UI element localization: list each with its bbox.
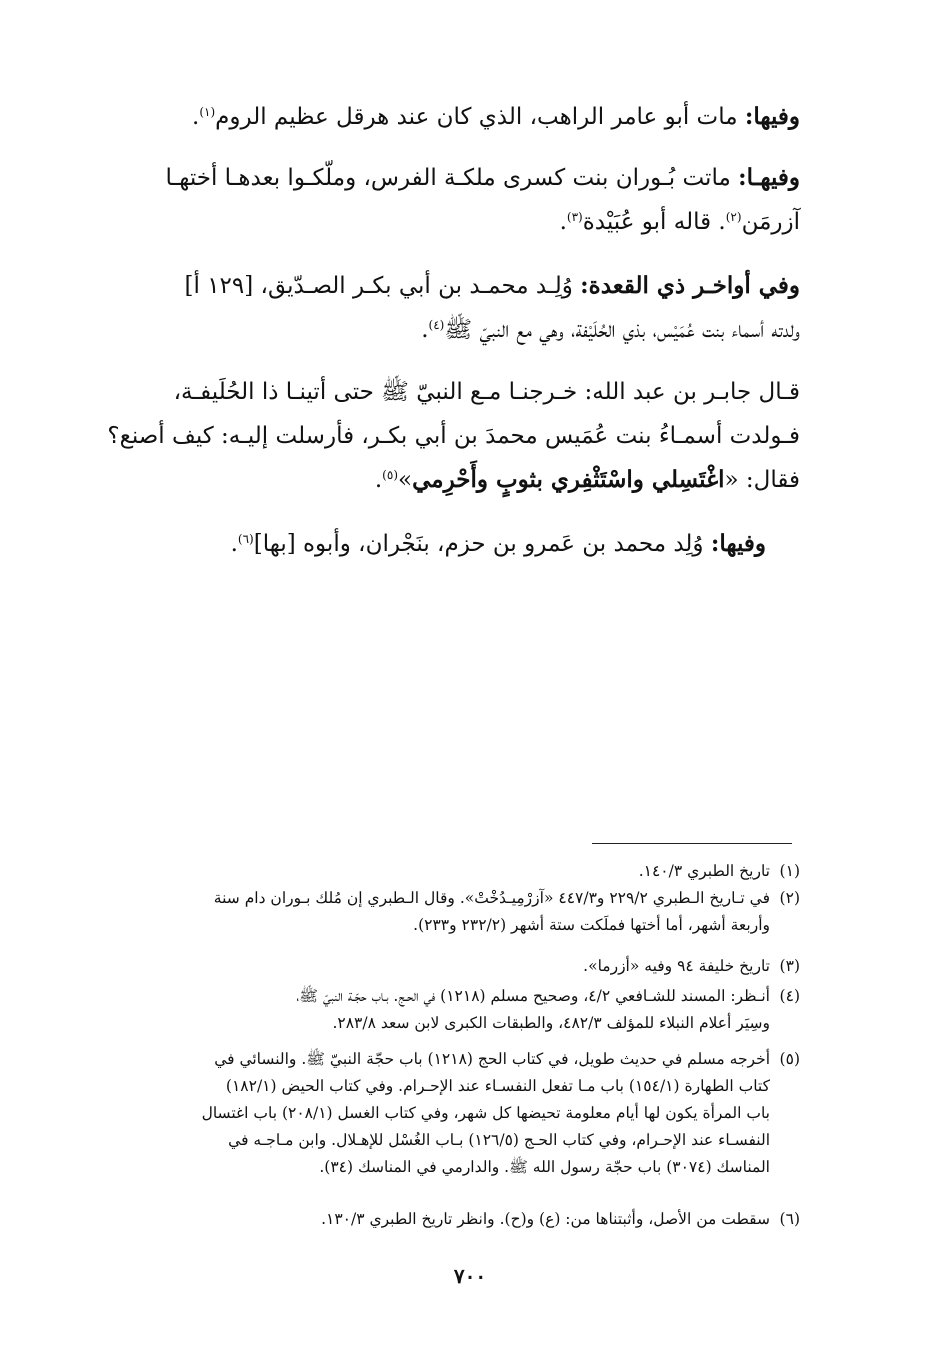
- footnote-line: وسِيَر أعلام النبلاء للمؤلف ٤٨٢/٣، والطبقات الكبرى لابن سعد ٢٨٣/٨.: [332, 1014, 770, 1032]
- text-line: وفيها: وُلِد محمد بن عَمرو بن حزم، بنَجْران، وأبوه [بها]$^{(٦)}$.: [230, 530, 766, 557]
- paragraph-jabir-hadith: [100, 370, 800, 502]
- footnote-1: [100, 858, 800, 885]
- footnote-number: (٥): [779, 1050, 800, 1068]
- paragraph-abu-amir: [100, 95, 800, 139]
- paragraph-buran: [100, 156, 800, 244]
- footnote-ref[interactable]: (٢): [725, 210, 742, 224]
- footnote-line: وأربعة أشهر، أما أختها فملَكت ستة أشهر (٢٣٢/٢ و٢٣٣).: [413, 916, 770, 934]
- footnote-line: تاريخ الطبري ١٤٠/٣.: [638, 862, 770, 880]
- paragraph-text: قـال جابـر بن عبد الله: خـرجنـا مـع النبيّ ﷺ حتى أتينـا ذا الحُلَيفـة،: [173, 379, 800, 405]
- paragraph-text: ماتت بُـوران بنت كسرى ملكـة الفرس، وملّكـوا بعدهـا أختهـا: [165, 165, 731, 191]
- text-line: وفيها: مات أبو عامر الراهب، الذي كان عند هرقل عظيم الروم$^{(١)}$.: [192, 103, 800, 130]
- footnote-body: [100, 885, 770, 939]
- footnote-body: [100, 983, 770, 1037]
- paragraph-lead: وفي أواخـر ذي القعدة:: [580, 272, 800, 299]
- paragraph-text: آزرمَن: [741, 209, 800, 235]
- footnote-6: [100, 1206, 800, 1233]
- footnote-line: في تـاريخ الـطبري ٢٢٩/٢ و٤٤٧/٣ «آزرْمِيـدُخْتْ». وقال الـطبري إن مُلك بـوران دام سنة: [213, 889, 770, 907]
- text-line: [100, 264, 800, 308]
- hadith-quote: اغْتَسِلي واسْتَثْفِري بثوبٍ وأَحْرِمي: [412, 466, 725, 493]
- paragraph-muhammad-bin-abi-bakr: [100, 264, 800, 352]
- footnote-number: (١): [779, 862, 800, 880]
- paragraph-text: فـولدت أسمـاءُ بنت عُمَيس محمدَ بن أبي بكـر، فأرسلت إليـه: كيف أصنع؟: [107, 423, 800, 449]
- footnote-line: سقطت من الأصل، وأثبتناها من: (ع) و(ح). وانظر تاريخ الطبري ١٣٠/٣.: [321, 1210, 770, 1228]
- footnote-5: [100, 1046, 800, 1181]
- footnote-body: [100, 1046, 770, 1181]
- footnote-ref[interactable]: (٦): [237, 532, 254, 546]
- paragraph-lead: وفيهـا:: [738, 164, 800, 191]
- footnote-body: [100, 953, 770, 980]
- text-line: [100, 156, 800, 200]
- footnote-ref[interactable]: (٥): [382, 468, 398, 482]
- paragraph-lead: وفيها:: [710, 530, 766, 557]
- text-line: [100, 370, 800, 414]
- footnote-ref[interactable]: (١): [199, 105, 216, 119]
- footnote-line: النفسـاء عند الإحـرام، وفي كتاب الحـج (١٢٦/٥) بـاب الغُسْل للإهـلال. وابن مـاجـه في: [228, 1131, 770, 1149]
- text-line: فقال: «اغْتَسِلي واسْتَثْفِري بثوبٍ وأَحْرِمي»$^{(٥)}$.: [374, 466, 800, 493]
- footnote-ref[interactable]: (٣): [566, 210, 583, 224]
- paragraph-text: وُلِد محمد بن عَمرو بن حزم، بنَجْران، وأبوه [بها]: [253, 531, 704, 557]
- paragraph-muhammad-bin-amr: [100, 522, 800, 566]
- paragraph-text: ولدته أسماء بنت عُمَيْس، بذي الحُلَيْفة، وهي مع النبيّ ﷺ: [444, 317, 800, 343]
- page-number: ٧٠٠: [453, 1264, 487, 1288]
- footnote-4: [100, 983, 800, 1037]
- footnote-line: أنـظر: المسند للشـافعي ٤/٢، وصحيح مسلم (١٢١٨) في الحـج. بـاب حجّـة النبيّ ﷺ،: [296, 987, 770, 1005]
- footnote-ref[interactable]: (٤): [428, 318, 445, 332]
- footnote-number: (٣): [779, 957, 800, 975]
- paragraph-lead: وفيها:: [744, 103, 800, 130]
- footnote-number: (٤): [779, 987, 800, 1005]
- footnote-separator: [592, 843, 792, 844]
- footnote-line: أخرجه مسلم في حديث طويل، في كتاب الحج (١٢١٨) باب حجّة النبيّ ﷺ. والنسائي في: [214, 1050, 770, 1068]
- text-line: [100, 414, 800, 458]
- footnote-body: [100, 1206, 770, 1233]
- text-line: آزرمَن$^{(٢)}$. قاله أبو عُبَيْدة$^{(٣)}$.: [559, 209, 800, 235]
- paragraph-text: مات أبو عامر الراهب، الذي كان عند هرقل عظيم الروم: [215, 104, 738, 130]
- footnote-number: (٢): [779, 889, 800, 907]
- footnote-line: باب المرأة يكون لها أيام معلومة تحيضها كل شهر، وفي كتاب الغسل (٢٠٨/١) باب اغتسال: [201, 1104, 770, 1122]
- paragraph-text: فقال: «: [724, 467, 800, 493]
- footnote-line: كتاب الطهارة (١٥٤/١) باب مـا تفعل النفسـاء عند الإحـرام. وفي كتاب الحيض (١٨٢/١): [225, 1077, 770, 1095]
- footnote-line: تاريخ خليفة ٩٤ وفيه «أزرما».: [583, 957, 770, 975]
- footnote-3: [100, 953, 800, 980]
- footnote-number: (٦): [779, 1210, 800, 1228]
- footnote-body: [100, 858, 770, 885]
- footnote-line: المناسك (٣٠٧٤) باب حجّة رسول الله ﷺ. والدارمي في المناسك (٣٤).: [319, 1158, 770, 1176]
- paragraph-text: وُلِـد محمـد بن أبي بكـر الصـدّيق، [١٢٩ أ]: [184, 273, 573, 299]
- footnote-2: [100, 885, 800, 939]
- text-line: ولدته أسماء بنت عُمَيْس، بذي الحُلَيْفة، وهي مع النبيّ ﷺ$^{(٤)}$.: [421, 317, 800, 343]
